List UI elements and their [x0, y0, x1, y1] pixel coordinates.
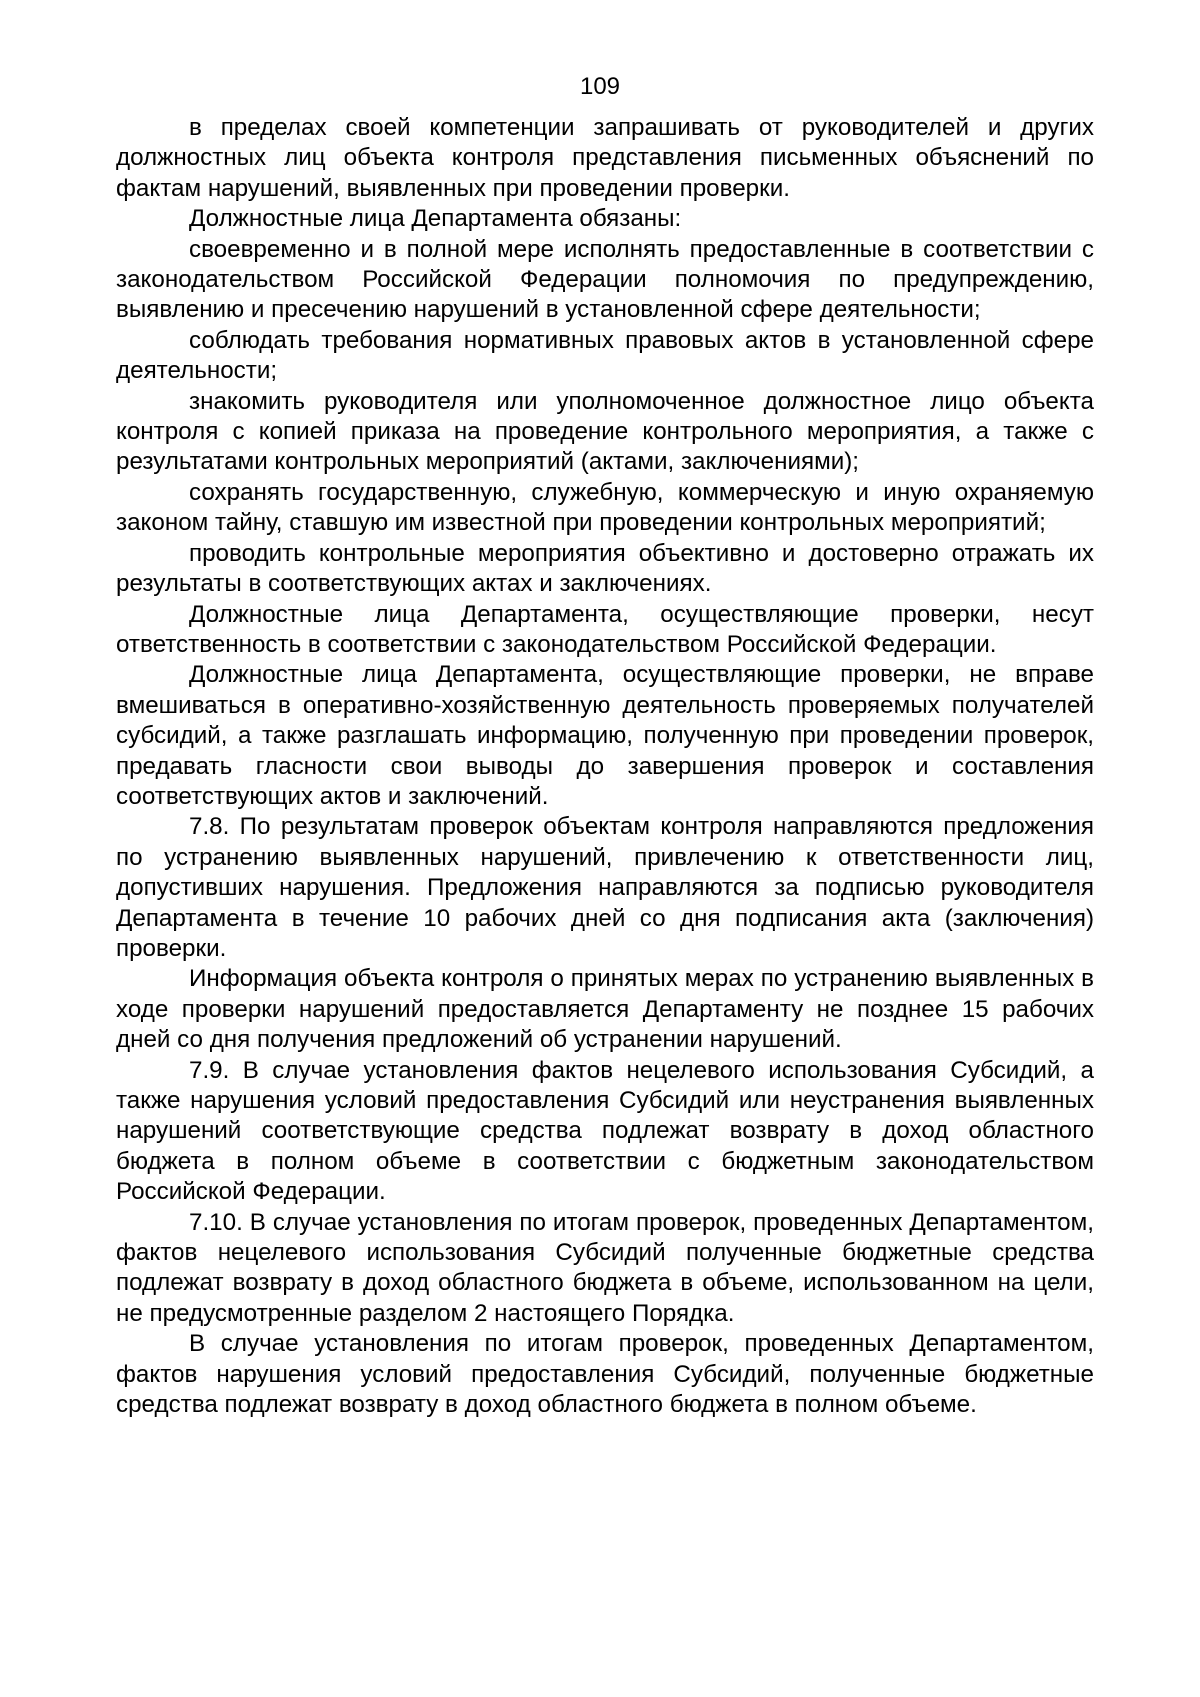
paragraph: соблюдать требования нормативных правовых актов в установленной сфере деятельности;	[116, 326, 1094, 385]
paragraph: в пределах своей компетенции запрашивать от руководителей и других должностных лиц объекта контроля представления письменных объяснений по фактам нарушений, выявленных при проведении проверки.	[116, 114, 1094, 202]
paragraph: знакомить руководителя или уполномоченное должностное лицо объекта контроля с копией приказа на проведение контрольного мероприятия, а также с результатами контрольных мероприятий (актами, заключениями);	[116, 387, 1094, 476]
paragraph: 7.8. По результатам проверок объектам контроля направляются предложения по устранению выявленных нарушений, привлечению к ответственности лиц, допустивших нарушения. Предложения направляются за подписью руководителя Департамента в течение 10 рабочих дней со дня подписания акта (заключения) проверки.	[116, 813, 1094, 962]
paragraph: Должностные лица Департамента, осуществляющие проверки, несут ответственность в соответствии с законодательством Российской Федерации.	[116, 600, 1094, 658]
paragraph: В случае установления по итогам проверок, проведенных Департаментом, фактов нарушения условий предоставления Субсидий, полученные бюджетные средства подлежат возврату в доход областного бюджета в полном объеме.	[116, 1330, 1094, 1419]
document-body	[116, 113, 1094, 1420]
paragraph: сохранять государственную, служебную, коммерческую и иную охраняемую законом тайну, ставшую им известной при проведении контрольных мероприятий;	[116, 478, 1094, 537]
paragraph: проводить контрольные мероприятия объективно и достоверно отражать их результаты в соответствующих актах и заключениях.	[116, 539, 1094, 598]
paragraph: Должностные лица Департамента, осуществляющие проверки, не вправе вмешиваться в оперативно-хозяйственную деятельность проверяемых получателей субсидий, а также разглашать информацию, полученную при проведении проверок, предавать гласности свои выводы до завершения проверок и составления соответствующих актов и заключений.	[116, 661, 1094, 810]
paragraph: 7.10. В случае установления по итогам проверок, проведенных Департаментом, фактов нецелевого использования Субсидий полученные бюджетные средства подлежат возврату в доход областного бюджета в объеме, использованном на цели, не предусмотренные разделом 2 настоящего Порядка.	[116, 1208, 1094, 1327]
page-number: 109	[579, 73, 621, 100]
paragraph: своевременно и в полной мере исполнять предоставленные в соответствии с законодательством Российской Федерации полномочия по предупреждению, выявлению и пресечению нарушений в установленной сфере деятельности;	[116, 235, 1094, 324]
paragraph: 7.9. В случае установления фактов нецелевого использования Субсидий, а также нарушения условий предоставления Субсидий или неустранения выявленных нарушений соответствующие средства подлежат возврату в доход областного бюджета в полном объеме в соответствии с бюджетным законодательством Российской Федерации.	[116, 1056, 1094, 1206]
paragraph: Должностные лица Департамента обязаны:	[189, 205, 682, 233]
paragraph: Информация объекта контроля о принятых мерах по устранению выявленных в ходе проверки нарушений предоставляется Департаменту не позднее 15 рабочих дней со дня получения предложений об устранении нарушений.	[116, 965, 1094, 1054]
